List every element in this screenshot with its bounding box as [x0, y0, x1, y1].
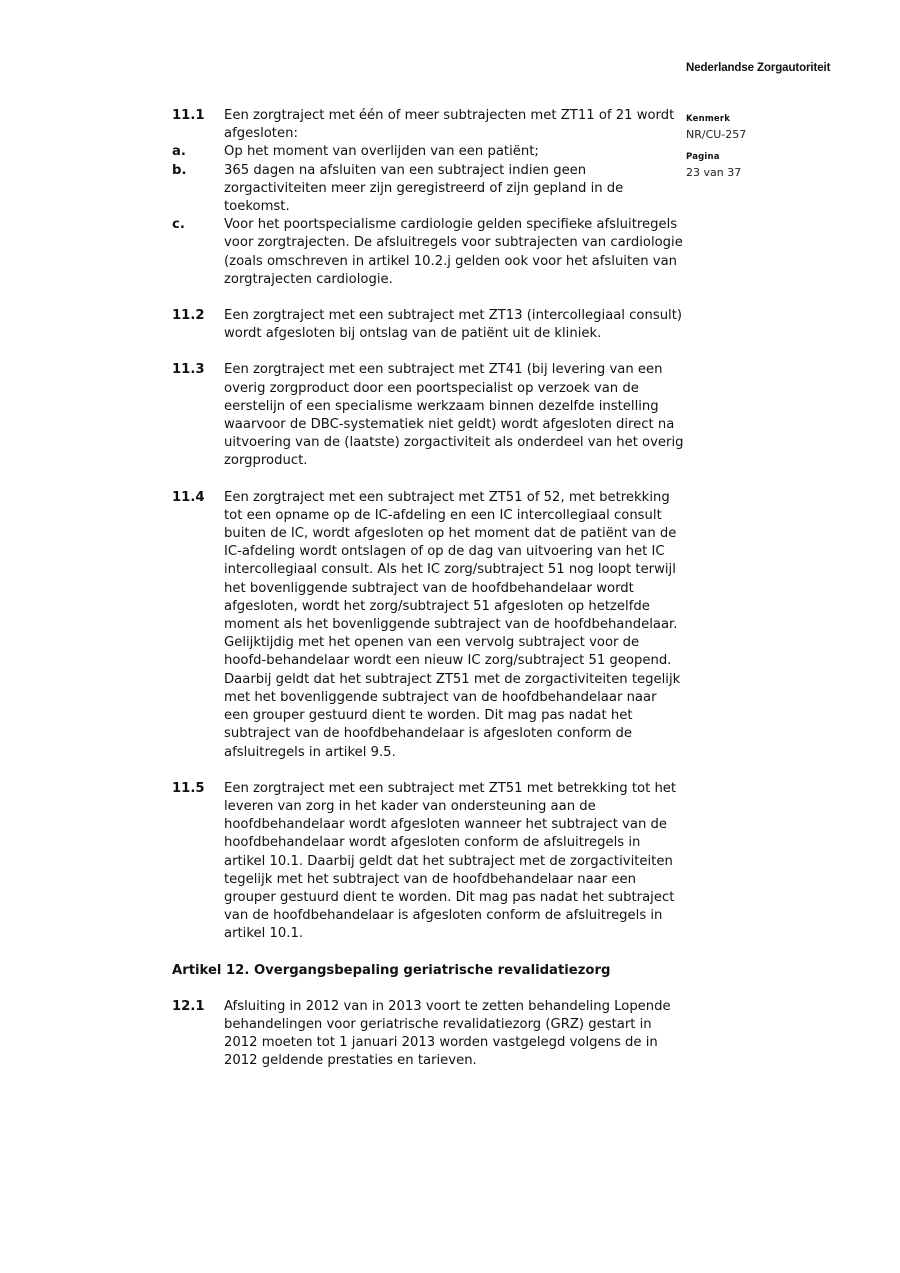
- pagina-label: Pagina: [686, 152, 720, 162]
- section-number: 12.1: [172, 998, 205, 1014]
- kenmerk-label: Kenmerk: [686, 114, 731, 124]
- pagina-value: 23 van 37: [686, 166, 742, 179]
- list-item-text: Voor het poortspecialisme cardiologie gelden specifieke afsluitregels voor zorgtrajecten. De afsluitregels voor subtrajecten van cardiologie (zoals omschreven in artikel 10.2.j gelden ook voor het afsluiten van zorgtrajecten cardiologie.: [224, 217, 683, 287]
- section-11-4: [172, 489, 684, 762]
- list-item: [172, 216, 684, 289]
- list-item-label: b.: [172, 162, 187, 178]
- list-item-label: c.: [172, 217, 185, 233]
- list-item-label: a.: [172, 144, 186, 160]
- section-text: Een zorgtraject met een subtraject met ZT41 (bij levering van een overig zorgproduct door een poortspecialist op verzoek van de eerstelijn of een specialisme werkzaam binnen dezelfde instelling waarvoor de DBC-systematiek niet geldt) wordt afgesloten direct na uitvoering van de (laatste) zorgactiviteit als onderdeel van het overig zorgproduct.: [224, 362, 684, 469]
- section-text: Een zorgtraject met een subtraject met ZT51 of 52, met betrekking tot een opname op de IC-afdeling en een IC intercollegiaal consult buiten de IC, wordt afgesloten op het moment dat de patiënt van de IC-afdeling wordt ontslagen of op de dag van uitvoering van het IC intercollegiaal consult. Als het IC zorg/subtraject 51 nog loopt terwijl het bovenliggende subtraject van de hoofdbehandelaar wordt afgesloten, wordt het zorg/subtraject 51 afgesloten op hetzelfde moment als het bovenliggende subtraject van de hoofdbehandelaar. Gelijktijdig met het openen van een vervolg subtraject voor de hoofd-behandelaar wordt een nieuw IC zorg/subtraject 51 geopend. Daarbij geldt dat het subtraject ZT51 met de zorgactiviteiten tegelijk met het bovenliggende subtraject van de hoofdbehandelaar naar een grouper gestuurd dient te worden. Dit mag pas nadat het subtraject van de hoofdbehandelaar is afgesloten conform de afsluitregels in artikel 9.5.: [224, 489, 681, 760]
- section-11-1: [172, 107, 684, 289]
- list-item-text: 365 dagen na afsluiten van een subtraject indien geen zorgactiviteiten meer zijn geregistreerd of zijn gepland in de toekomst.: [224, 162, 624, 215]
- kenmerk-value: NR/CU-257: [686, 128, 747, 141]
- section-number: 11.2: [172, 308, 205, 324]
- section-11-3: [172, 361, 684, 470]
- section-11-5: [172, 780, 684, 944]
- list-item-text: Op het moment van overlijden van een patiënt;: [224, 144, 539, 160]
- artikel-12-heading: Artikel 12. Overgangsbepaling geriatrische revalidatiezorg: [172, 962, 611, 978]
- section-text: Een zorgtraject met een subtraject met ZT13 (intercollegiaal consult) wordt afgesloten bij ontslag van de patiënt uit de kliniek.: [224, 308, 683, 342]
- section-number: 11.1: [172, 108, 205, 123]
- list-item: [172, 143, 684, 161]
- section-11-2: [172, 307, 684, 343]
- document-body: [172, 107, 684, 1089]
- section-intro: Een zorgtraject met één of meer subtrajecten met ZT11 of 21 wordt afgesloten:: [224, 108, 675, 142]
- list-item: [172, 162, 684, 217]
- document-meta: [686, 112, 746, 188]
- section-number: 11.5: [172, 780, 205, 796]
- section-12-1: [172, 998, 684, 1071]
- section-text: Afsluiting in 2012 van in 2013 voort te zetten behandeling Lopende behandelingen voor geriatrische revalidatiezorg (GRZ) gestart in 2012 moeten tot 1 januari 2013 worden vastgelegd volgens de in 2012 geldende prestaties en tarieven.: [224, 998, 671, 1069]
- section-number: 11.3: [172, 362, 205, 378]
- org-name: Nederlandse Zorgautoriteit: [686, 62, 831, 74]
- section-number: 11.4: [172, 489, 205, 505]
- section-text: Een zorgtraject met een subtraject met ZT51 met betrekking tot het leveren van zorg in het kader van ondersteuning aan de hoofdbehandelaar wordt afgesloten wanneer het subtraject van de hoofdbehandelaar wordt afgesloten conform de afsluitregels in artikel 10.1. Daarbij geldt dat het subtraject met de zorgactiviteiten tegelijk met het subtraject van de hoofdbehandelaar naar een grouper gestuurd dient te worden. Dit mag pas nadat het subtraject van de hoofdbehandelaar is afgesloten conform de afsluitregels in artikel 10.1.: [224, 780, 677, 942]
